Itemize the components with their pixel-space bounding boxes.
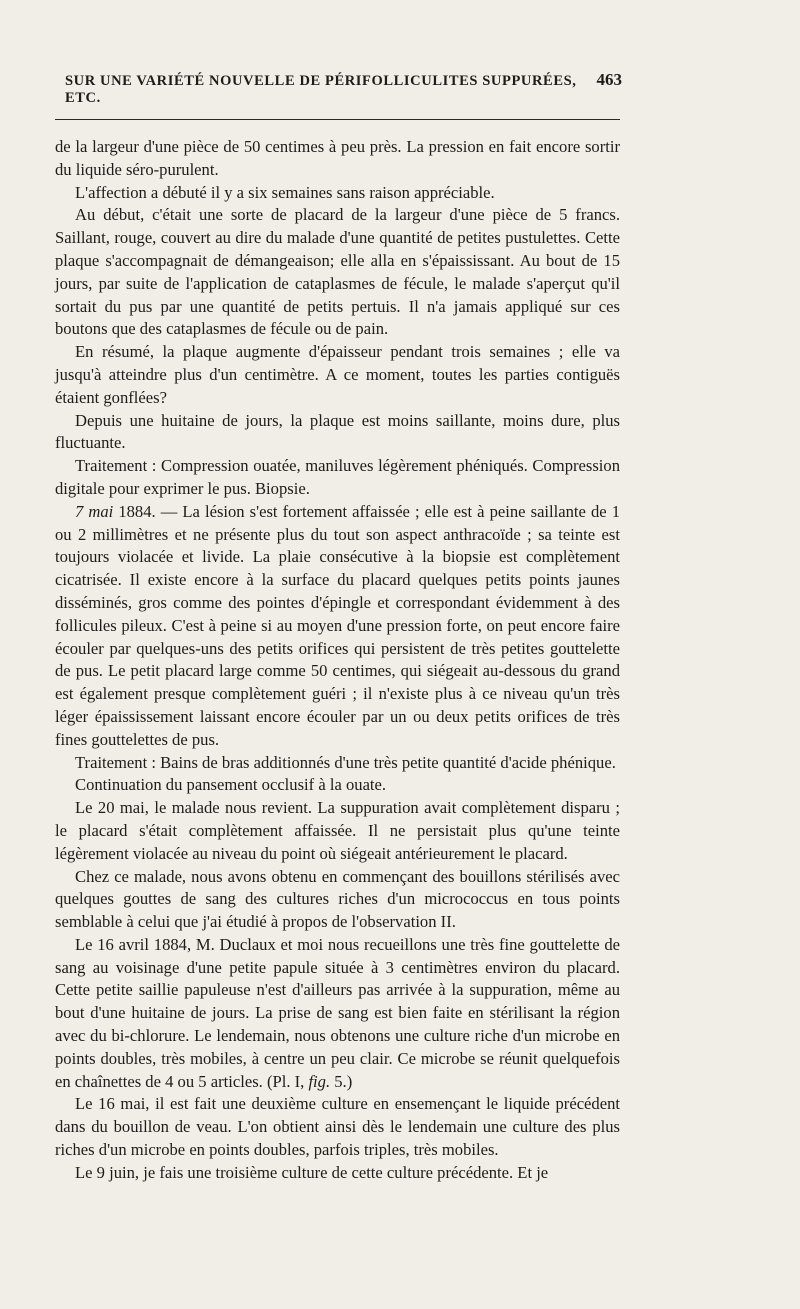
paragraph-8: Traitement : Bains de bras additionnés d'une très petite quantité d'acide phénique. — [75, 752, 616, 772]
date-italic: 7 mai — [75, 501, 114, 521]
fig-italic: fig. — [308, 1071, 331, 1091]
paragraph-4: En résumé, la plaque augmente d'épaisseur pendant trois semaines ; elle va jusqu'à atteindre plus d'un centimètre. A ce moment, toutes les parties contiguës étaient gonflées? — [55, 342, 620, 407]
paragraph-5: Depuis une huitaine de jours, la plaque est moins saillante, moins dure, plus fluctuante. — [55, 410, 620, 453]
paragraph-3: Au début, c'était une sorte de placard de la largeur d'une pièce de 5 francs. Saillant, rouge, couvert au dire du malade d'une quantité de petites pustulettes. Cette plaque s'accompagnait de démangeaison; elle alla en s'épaississant. Au bout de 15 jours, par suite de l'application de cataplasmes de fécule, le malade s'aperçut qu'il sortait du pus par une quantité de petits pertuis. Il n'a jamais appliqué sur ces boutons que des cataplasmes de fécule ou de pain. — [55, 205, 620, 339]
running-head — [55, 70, 622, 107]
paragraph-1: de la largeur d'une pièce de 50 centimes à peu près. La pression en fait encore sortir du liquide séro-purulent. — [55, 137, 620, 179]
body-text — [55, 136, 620, 1185]
running-title: SUR UNE VARIÉTÉ NOUVELLE DE PÉRIFOLLICULITES SUPPURÉES, ETC. — [65, 73, 577, 106]
page-number: 463 — [596, 70, 622, 89]
paragraph-13: Le 16 mai, il est fait une deuxième culture en ensemençant le liquide précédent dans du bouillon de veau. L'on obtient ainsi dès le lendemain une culture des plus riches d'un microbe en points doubles, parfois triples, très mobiles. — [55, 1094, 620, 1160]
paragraph-2: L'affection a débuté il y a six semaines sans raison appréciable. — [75, 182, 495, 202]
paragraph-6: Traitement : Compression ouatée, maniluves légèrement phéniqués. Compression digitale pour exprimer le pus. Biopsie. — [55, 456, 620, 498]
header-rule — [55, 119, 620, 120]
paragraph-11: Chez ce malade, nous avons obtenu en commençant des bouillons stérilisés avec quelques gouttes de sang des cultures riches d'un micrococcus en tous points semblable à celui que j'ai étudié à propos de l'observation II. — [55, 866, 620, 932]
paragraph-7: 7 mai 1884. — La lésion s'est fortement affaissée ; elle est à peine saillante de 1 ou 2 millimètres et ne présente plus du tout son aspect anthracoïde ; sa teinte est toujours violacée et livide. La plaie consécutive à la biopsie est complètement cicatrisée. Il existe encore à la surface du placard quelques petits points jaunes disséminés, gros comme des pointes d'épingle et correspondant évidemment à des follicules pileux. C'est à peine si au moyen d'une pression forte, on peut encore faire écouler par quelques-uns des petits orifices qui persistent de très petites gouttelette de pus. Le petit placard large comme 50 centimes, qui siégeait au-dessous du grand est également presque complètement guéri ; il n'existe plus à ce niveau qu'un très léger épaississement laissant encore écouler par un ou deux petits orifices de très fines gouttelettes de pus. — [55, 501, 620, 749]
paragraph-9: Continuation du pansement occlusif à la ouate. — [75, 775, 387, 795]
paragraph-14: Le 9 juin, je fais une troisième culture de cette culture précédente. Et je — [75, 1162, 549, 1182]
paragraph-10: Le 20 mai, le malade nous revient. La suppuration avait complètement disparu ; le placard s'était complètement affaissée. Il ne persistait plus qu'une teinte légèrement violacée au niveau du point où siégeait antérieurement le placard. — [55, 798, 620, 863]
paragraph-12: Le 16 avril 1884, M. Duclaux et moi nous recueillons une très fine gouttelette de sang au voisinage d'une petite papule située à 3 centimètres environ du placard. Cette petite saillie papuleuse n'est d'ailleurs pas arrivée à la suppuration, même au bout d'une huitaine de jours. La prise de sang est bien faite en stérilisant la région avec du bi-chlorure. Le lendemain, nous obtenons une culture riche d'un microbe en points doubles, très mobiles, à centre un peu clair. Ce microbe se réunit quelquefois en chaînettes de 4 ou 5 articles. (Pl. I, fig. 5.) — [55, 934, 620, 1091]
